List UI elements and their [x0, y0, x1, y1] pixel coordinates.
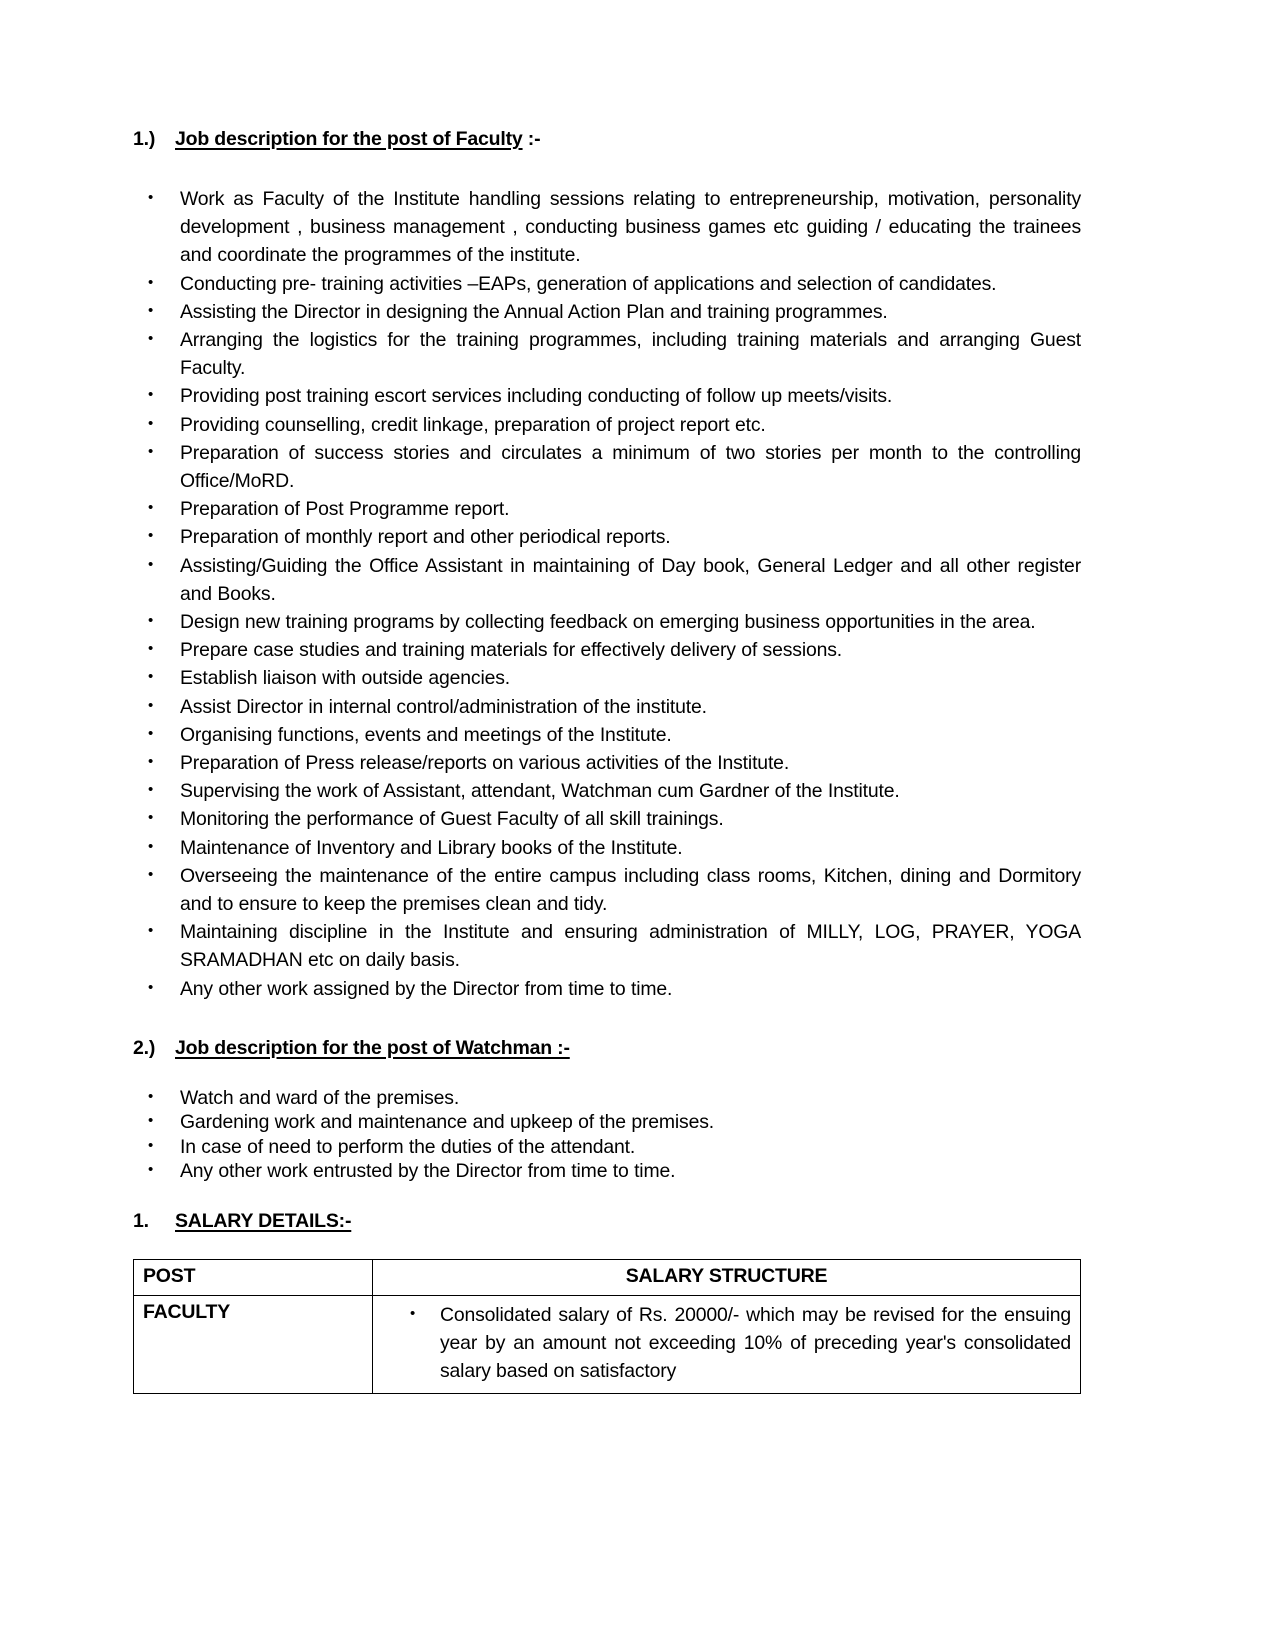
table-row: [134, 1295, 1081, 1393]
table-cell-post-value: FACULTY: [143, 1300, 231, 1323]
spacer: [133, 1060, 1081, 1086]
faculty-duties-list: [133, 185, 1081, 1003]
list-item: • Consolidated salary of Rs. 20000/- which may be revised for the ensuing year by an amount not exceeding 10% of preceding year's consolidated salary based on satisfactory: [382, 1301, 1071, 1386]
section-heading-salary-details: [133, 1210, 1081, 1233]
list-item: • Maintaining discipline in the Institute and ensuring administration of MILLY, LOG, PRAYER, YOGA SRAMADHAN etc on daily basis.: [133, 918, 1081, 974]
watchman-duties-list: [133, 1086, 1081, 1184]
list-item: • Maintenance of Inventory and Library books of the Institute.: [133, 834, 1081, 862]
list-item: • Monitoring the performance of Guest Faculty of all skill trainings.: [133, 805, 1081, 833]
list-item: • Gardening work and maintenance and upkeep of the premises.: [133, 1110, 1081, 1135]
list-item: • Preparation of success stories and circulates a minimum of two stories per month to the controlling Office/MoRD.: [133, 439, 1081, 495]
table-header-salary-structure-label: SALARY STRUCTURE: [625, 1264, 828, 1287]
section-heading-text: SALARY DETAILS:-: [175, 1209, 352, 1232]
spacer: [133, 151, 1081, 185]
section-number: 2.): [133, 1036, 156, 1059]
section-heading-text: Job description for the post of Faculty: [175, 128, 523, 150]
list-item: • Prepare case studies and training materials for effectively delivery of sessions.: [133, 636, 1081, 664]
list-item: • Assisting the Director in designing the Annual Action Plan and training programmes.: [133, 298, 1081, 326]
table-cell-post: [134, 1295, 373, 1393]
list-item: • Establish liaison with outside agencies.: [133, 664, 1081, 692]
spacer: [133, 1233, 1081, 1259]
list-item: • Work as Faculty of the Institute handling sessions relating to entrepreneurship, motivation, personality development , business management , conducting business games etc guiding / educating the trainees and coordinate the programmes of the institute.: [133, 185, 1081, 270]
list-item: • Preparation of monthly report and other periodical reports.: [133, 523, 1081, 551]
table-header-row: [134, 1259, 1081, 1295]
list-item: • Organising functions, events and meetings of the Institute.: [133, 721, 1081, 749]
list-item: • Preparation of Post Programme report.: [133, 495, 1081, 523]
table-header-post-label: POST: [143, 1264, 196, 1287]
list-item: • Preparation of Press release/reports on various activities of the Institute.: [133, 749, 1081, 777]
table-header-post: [134, 1259, 373, 1295]
section-number: 1.): [133, 128, 156, 150]
list-item: • Providing post training escort services including conducting of follow up meets/visits.: [133, 382, 1081, 410]
list-item: • Watch and ward of the premises.: [133, 1086, 1081, 1111]
salary-table-head: [134, 1259, 1081, 1295]
salary-structure-list: [382, 1301, 1071, 1386]
list-item: • Any other work assigned by the Director from time to time.: [133, 975, 1081, 1003]
spacer: [133, 1184, 1081, 1210]
list-item: • Providing counselling, credit linkage, preparation of project report etc.: [133, 411, 1081, 439]
table-cell-salary-structure-value: [373, 1296, 1080, 1393]
list-item: • Any other work entrusted by the Director from time to time.: [133, 1159, 1081, 1184]
table-header-salary-structure: [373, 1259, 1081, 1295]
salary-table-body: [134, 1295, 1081, 1393]
list-item: • Supervising the work of Assistant, attendant, Watchman cum Gardner of the Institute.: [133, 777, 1081, 805]
section-heading-watchman: [133, 1037, 1081, 1060]
document-content: [133, 128, 1081, 1394]
list-item: • Assisting/Guiding the Office Assistant in maintaining of Day book, General Ledger and all other register and Books.: [133, 552, 1081, 608]
salary-table: [133, 1259, 1081, 1394]
section-heading-tail: :-: [522, 128, 541, 150]
list-item: • Arranging the logistics for the training programmes, including training materials and arranging Guest Faculty.: [133, 326, 1081, 382]
list-item: • In case of need to perform the duties of the attendant.: [133, 1135, 1081, 1160]
table-cell-salary-structure: [373, 1295, 1081, 1393]
section-number: 1.: [133, 1209, 149, 1232]
list-item: • Assist Director in internal control/administration of the institute.: [133, 693, 1081, 721]
list-item: • Design new training programs by collecting feedback on emerging business opportunities in the area.: [133, 608, 1081, 636]
section-heading-text: Job description for the post of Watchman :-: [175, 1036, 570, 1059]
list-item: • Overseeing the maintenance of the entire campus including class rooms, Kitchen, dining and Dormitory and to ensure to keep the premises clean and tidy.: [133, 862, 1081, 918]
spacer: [133, 1003, 1081, 1037]
list-item: • Conducting pre- training activities –EAPs, generation of applications and selection of candidates.: [133, 270, 1081, 298]
section-heading-faculty: [133, 128, 1081, 151]
